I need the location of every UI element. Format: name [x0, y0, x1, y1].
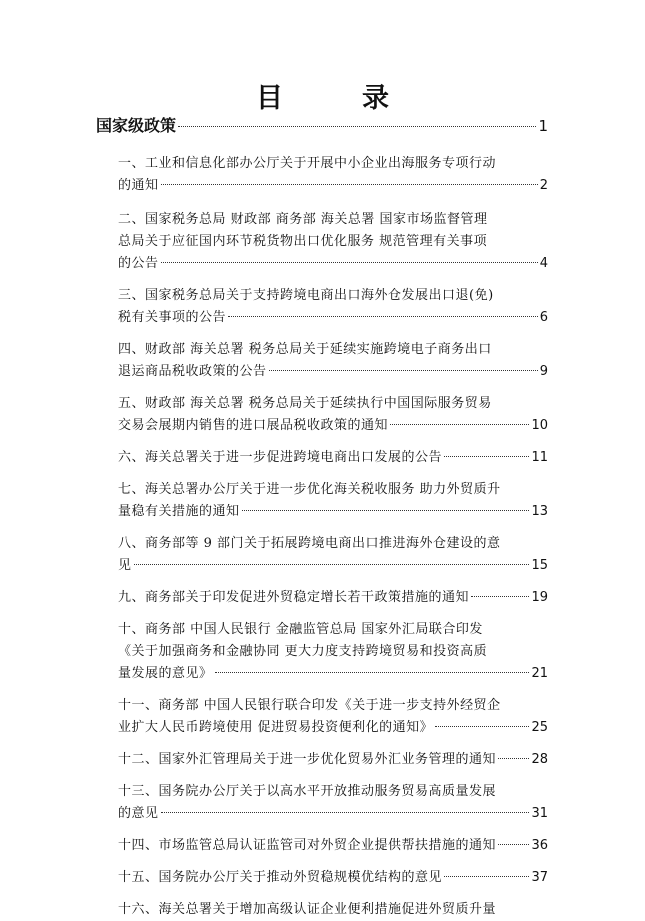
dot-leader: [390, 424, 529, 425]
toc-entry[interactable]: [118, 533, 548, 577]
dot-leader: [498, 758, 529, 759]
dot-leader: [471, 596, 529, 597]
toc-entry-text: 《关于加强商务和金融协同 更大力度支持跨境贸易和投资高质: [118, 644, 488, 659]
toc-page-number: 37: [531, 870, 548, 885]
dot-leader: [215, 672, 530, 673]
toc-entry-text: 十三、国务院办公厅关于以高水平开放推动服务贸易高质量发展: [118, 784, 497, 799]
dot-leader: [242, 510, 530, 511]
dot-leader: [444, 456, 529, 457]
section-page-number: 1: [538, 117, 548, 135]
toc-entry-text: 交易会展期内销售的进口展品税收政策的通知: [118, 418, 389, 433]
dot-leader: [269, 370, 538, 371]
toc-entry-text: 四、财政部 海关总署 税务总局关于延续实施跨境电子商务出口: [118, 342, 492, 357]
toc-entry-last-line: [118, 587, 548, 609]
toc-page-number: 28: [531, 752, 548, 767]
toc-entry-last-line: [118, 555, 548, 577]
dot-leader: [228, 316, 538, 317]
toc-entry[interactable]: [118, 587, 548, 609]
toc-entry-line: [118, 153, 548, 175]
toc-page-number: 9: [539, 364, 548, 379]
toc-entry[interactable]: [118, 479, 548, 523]
toc-entry-text: 退运商品税收政策的公告: [118, 364, 267, 379]
toc-entry-line: [118, 619, 548, 641]
toc-entry[interactable]: [118, 867, 548, 889]
section-label: 国家级政策: [96, 116, 177, 135]
dot-leader: [161, 184, 538, 185]
toc-entry[interactable]: [118, 209, 548, 275]
toc-entry[interactable]: [118, 285, 548, 329]
dot-leader: [444, 876, 529, 877]
toc-entry-text: 十二、国家外汇管理局关于进一步优化贸易外汇业务管理的通知: [118, 752, 497, 767]
toc-entry-last-line: [118, 663, 548, 685]
toc-entry[interactable]: [118, 447, 548, 469]
toc-entry-text: 的通知: [118, 178, 159, 193]
toc-entry-text: 九、商务部关于印发促进外贸稳定增长若干政策措施的通知: [118, 590, 470, 605]
toc-page-number: 10: [531, 418, 548, 433]
toc-entry-last-line: [118, 749, 548, 771]
table-of-contents: [96, 113, 548, 921]
toc-page-number: 31: [531, 806, 548, 821]
toc-entry-line: [118, 479, 548, 501]
dot-leader: [498, 844, 529, 845]
toc-page-number: 4: [539, 256, 548, 271]
toc-entry-text: 八、商务部等 9 部门关于拓展跨境电商出口推进海外仓建设的意: [118, 536, 501, 551]
page-title: 目 录: [256, 83, 415, 114]
toc-entry-text: 量发展的意见》: [118, 666, 213, 681]
toc-entry-last-line: [118, 899, 548, 921]
toc-entries: [96, 153, 548, 921]
toc-entry-line: [118, 339, 548, 361]
toc-page-number: 15: [531, 558, 548, 573]
toc-entry-text: 七、海关总署办公厅关于进一步优化海关税收服务 助力外贸质升: [118, 482, 501, 497]
toc-entry[interactable]: [118, 619, 548, 685]
toc-entry-line: [118, 641, 548, 663]
dot-leader: [161, 262, 538, 263]
toc-entry-text: 税有关事项的公告: [118, 310, 227, 325]
toc-entry[interactable]: [118, 393, 548, 437]
toc-entry-last-line: [118, 803, 548, 825]
toc-entry-line: [118, 393, 548, 415]
toc-entry[interactable]: [118, 749, 548, 771]
toc-page-number: 11: [531, 450, 548, 465]
toc-entry-last-line: [118, 867, 548, 889]
toc-entry-text: 总局关于应征国内环节税货物出口优化服务 规范管理有关事项: [118, 234, 488, 249]
toc-page-number: 36: [531, 838, 548, 853]
toc-page-number: 25: [531, 720, 548, 735]
toc-entry-line: [118, 695, 548, 717]
toc-page-number: 6: [539, 310, 548, 325]
toc-entry[interactable]: [118, 153, 548, 197]
toc-entry-text: 十六、海关总署关于增加高级认证企业便利措施促进外贸质升量: [118, 902, 497, 917]
toc-entry-line: [118, 231, 548, 253]
toc-entry-last-line: [118, 447, 548, 469]
toc-entry-last-line: [118, 361, 548, 383]
toc-entry-text: 一、工业和信息化部办公厅关于开展中小企业出海服务专项行动: [118, 156, 497, 171]
toc-entry[interactable]: [118, 695, 548, 739]
toc-entry-last-line: [118, 501, 548, 523]
toc-section[interactable]: [96, 113, 548, 141]
toc-entry-text: 见: [118, 558, 132, 573]
dot-leader: [161, 812, 530, 813]
toc-page-number: 2: [539, 178, 548, 193]
toc-entry[interactable]: [118, 339, 548, 383]
dot-leader: [134, 564, 530, 565]
toc-entry-line: [118, 781, 548, 803]
toc-entry-line: [118, 209, 548, 231]
dot-leader: [435, 726, 529, 727]
toc-page-number: 19: [531, 590, 548, 605]
toc-entry-text: 十一、商务部 中国人民银行联合印发《关于进一步支持外经贸企: [118, 698, 501, 713]
toc-page-number: 21: [531, 666, 548, 681]
toc-entry-last-line: [118, 253, 548, 275]
toc-entry[interactable]: [118, 835, 548, 857]
toc-entry-text: 六、海关总署关于进一步促进跨境电商出口发展的公告: [118, 450, 443, 465]
toc-entry-text: 三、国家税务总局关于支持跨境电商出口海外仓发展出口退(免): [118, 288, 494, 303]
toc-entry-last-line: [118, 717, 548, 739]
toc-entry-text: 十、商务部 中国人民银行 金融监管总局 国家外汇局联合印发: [118, 622, 483, 637]
dot-leader: [178, 126, 536, 127]
toc-entry-last-line: [118, 415, 548, 437]
toc-entry-text: 业扩大人民币跨境使用 促进贸易投资便利化的通知》: [118, 720, 434, 735]
toc-entry-text: 的意见: [118, 806, 159, 821]
toc-entry-text: 五、财政部 海关总署 税务总局关于延续执行中国国际服务贸易: [118, 396, 492, 411]
toc-entry-last-line: [118, 307, 548, 329]
toc-entry-text: 的公告: [118, 256, 159, 271]
toc-entry-text: 十五、国务院办公厅关于推动外贸稳规模优结构的意见: [118, 870, 443, 885]
toc-entry-last-line: [118, 175, 548, 197]
toc-entry-text: 量稳有关措施的通知: [118, 504, 240, 519]
toc-entry-line: [118, 285, 548, 307]
toc-entry-text: 十四、市场监管总局认证监管司对外贸企业提供帮扶措施的通知: [118, 838, 497, 853]
toc-entry-text: 二、国家税务总局 财政部 商务部 海关总署 国家市场监督管理: [118, 212, 488, 227]
toc-entry[interactable]: [118, 899, 548, 921]
toc-entry[interactable]: [118, 781, 548, 825]
toc-entry-line: [118, 533, 548, 555]
toc-entry-last-line: [118, 835, 548, 857]
toc-page-number: 13: [531, 504, 548, 519]
